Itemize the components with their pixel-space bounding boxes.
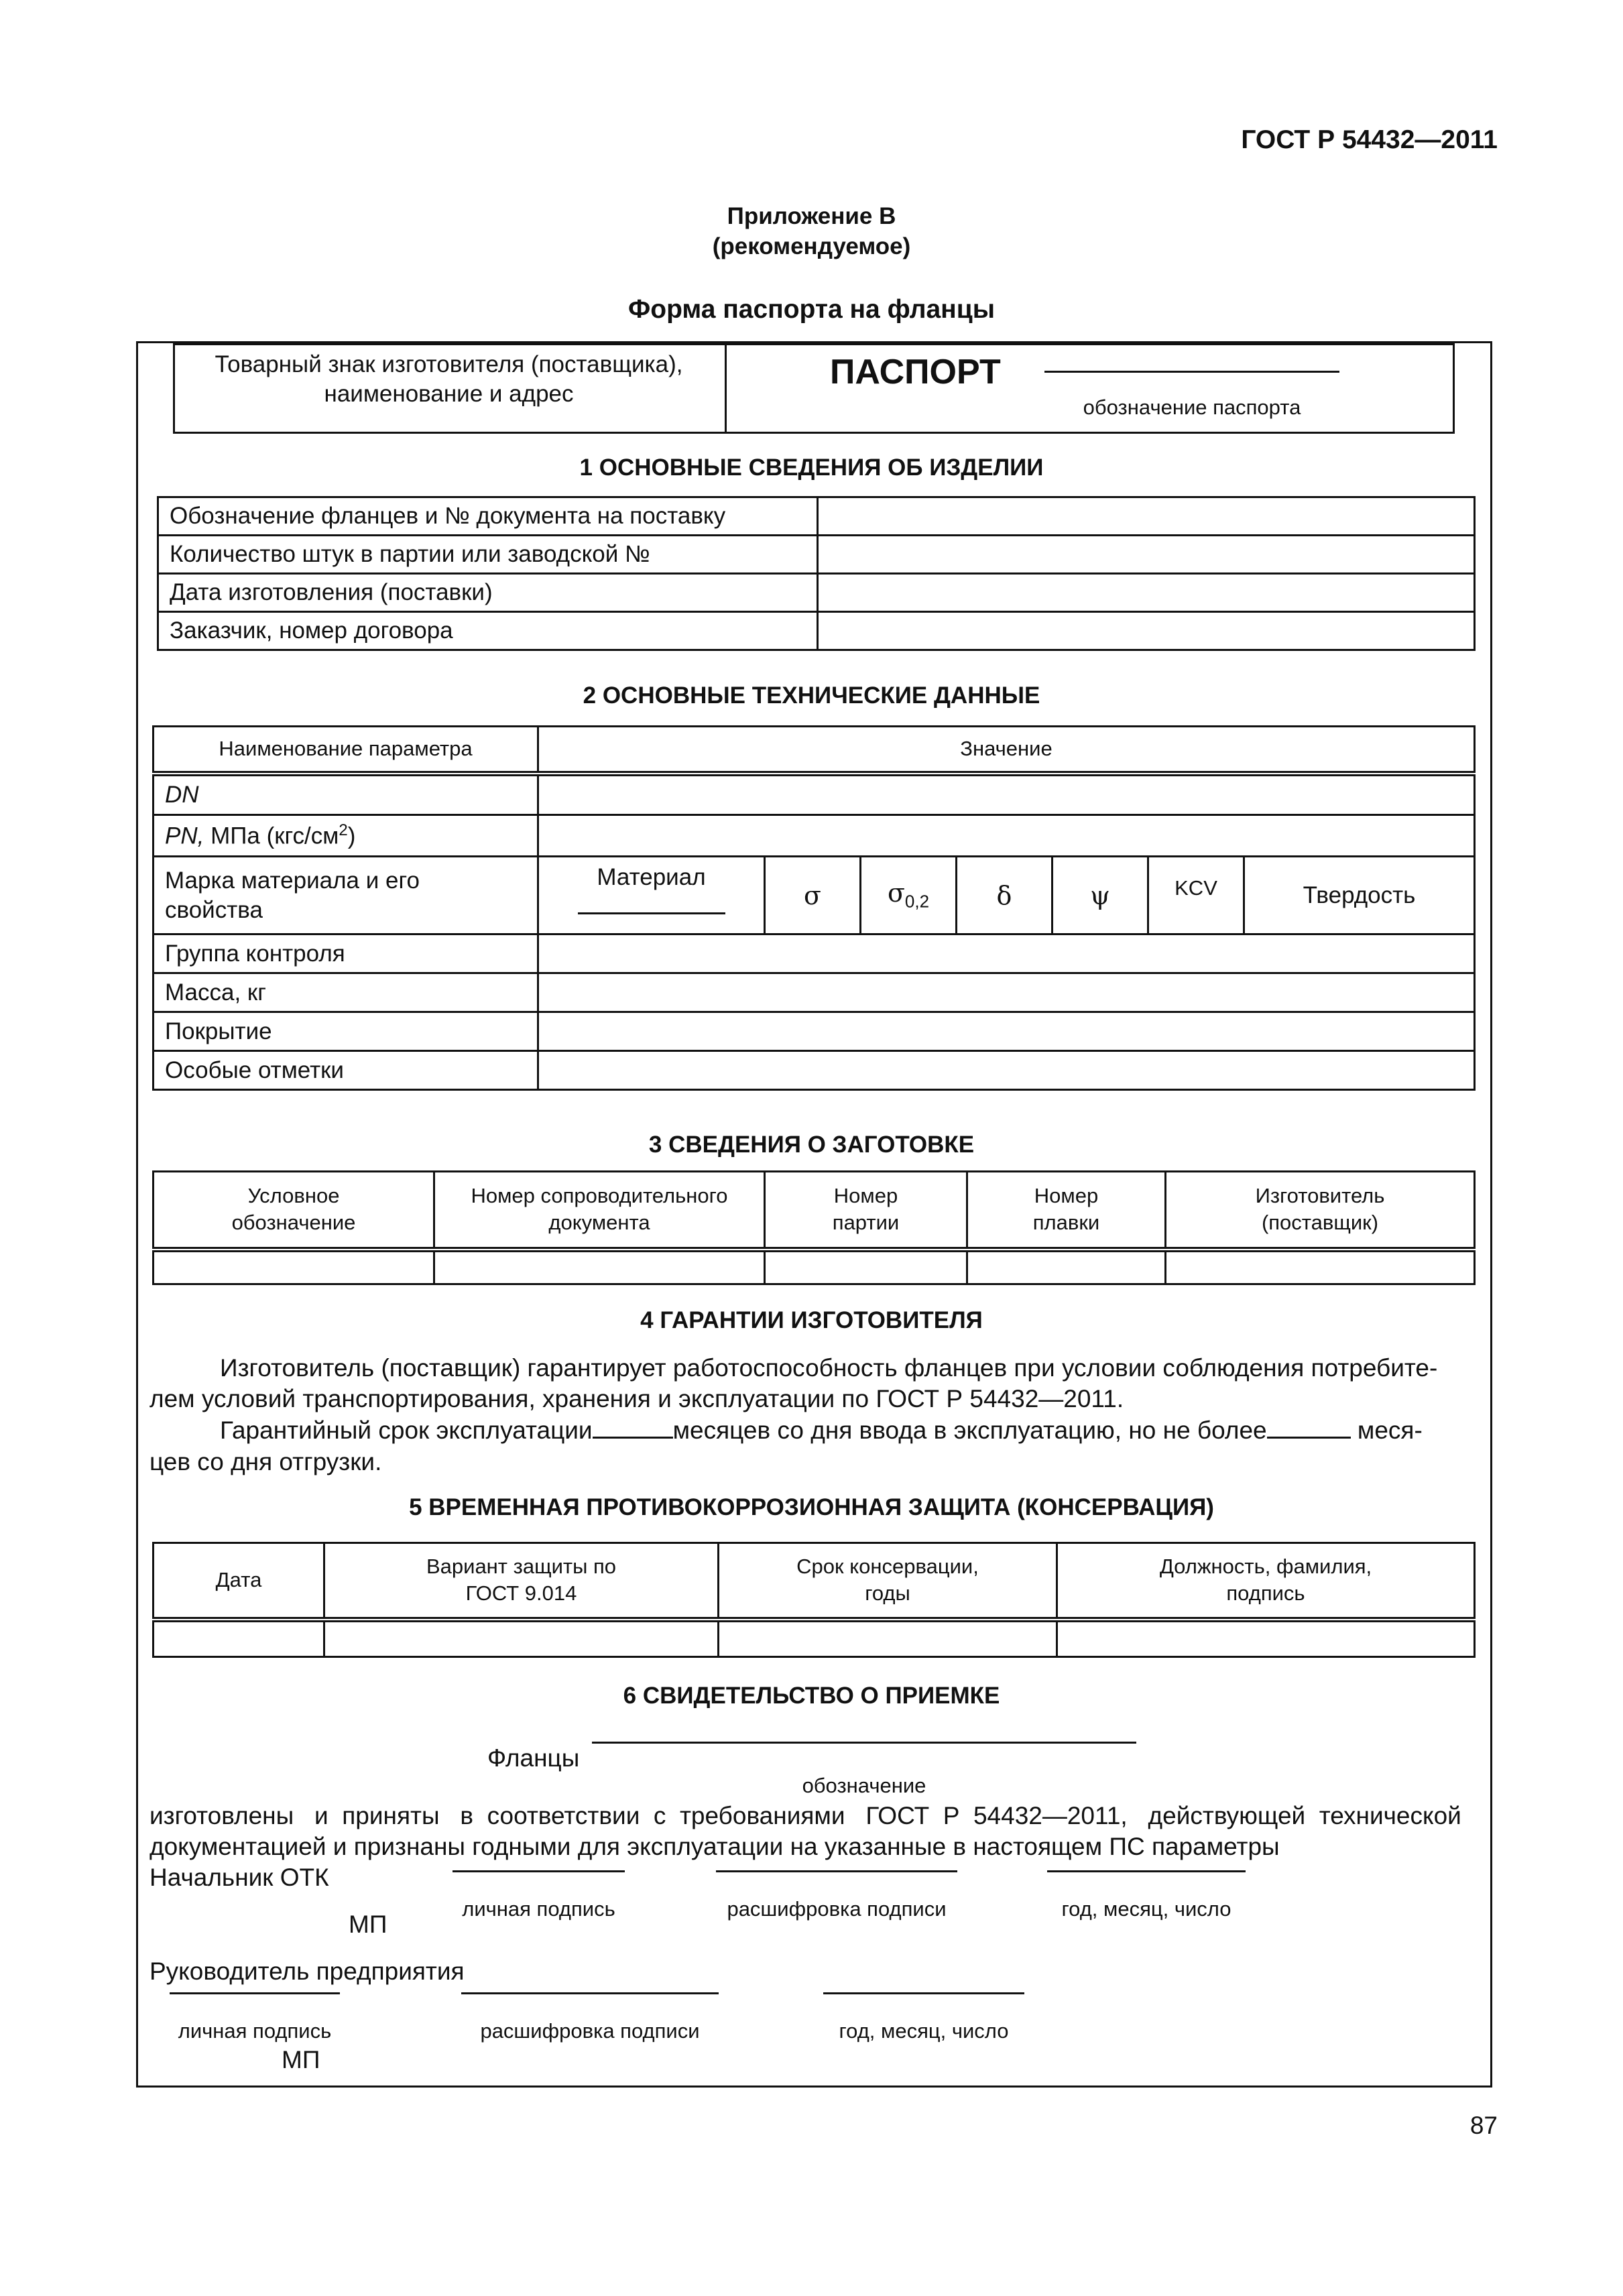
material-label: Материал bbox=[597, 864, 706, 890]
otk-decode-line[interactable] bbox=[716, 1870, 957, 1872]
otk-decode-caption: расшифровка подписи bbox=[727, 1897, 947, 1921]
s1-row-value[interactable] bbox=[818, 536, 1475, 574]
s3-col-l2: партии bbox=[832, 1211, 900, 1235]
s5-col bbox=[324, 1543, 719, 1620]
s2-col-param: Наименование параметра bbox=[154, 727, 538, 774]
s1-title: 1 ОСНОВНЫЕ СВЕДЕНИЯ ОБ ИЗДЕЛИИ bbox=[579, 455, 1044, 481]
s3-col-l2: плавки bbox=[1032, 1211, 1100, 1235]
s5-table bbox=[152, 1542, 1476, 1658]
delta-cell: δ bbox=[957, 857, 1053, 934]
s6-otk: Начальник ОТК bbox=[149, 1864, 329, 1891]
trademark-label bbox=[173, 350, 725, 409]
s4-p1-line2: лем условий транспортирования, хранения и эксплуатации по ГОСТ Р 54432—2011. bbox=[149, 1385, 1124, 1412]
hardness-cell: Твердость bbox=[1244, 857, 1475, 934]
trademark-line2: наименование и адрес bbox=[324, 381, 574, 407]
otk-sign-line[interactable] bbox=[453, 1870, 625, 1872]
top-box-divider bbox=[725, 343, 727, 434]
s3-cell[interactable] bbox=[434, 1250, 765, 1284]
s5-cell[interactable] bbox=[1057, 1620, 1475, 1657]
s2-row-value[interactable] bbox=[538, 1012, 1475, 1051]
passport-caption: обозначение паспорта bbox=[1083, 396, 1301, 419]
material-line bbox=[578, 895, 725, 914]
s4-p2 bbox=[220, 1416, 1423, 1445]
standard-number: ГОСТ Р 54432—2011 bbox=[1241, 125, 1498, 154]
otk-stamp: МП bbox=[349, 1911, 387, 1938]
s1-row-label: Количество штук в партии или заводской № bbox=[158, 536, 818, 574]
sigma02-sub: 0,2 bbox=[904, 891, 930, 912]
s5-col-l2: годы bbox=[865, 1581, 910, 1606]
s3-col bbox=[1166, 1172, 1475, 1250]
s5-col bbox=[154, 1543, 324, 1620]
pn-text: PN, bbox=[165, 823, 204, 849]
sigma02-cell bbox=[861, 857, 957, 934]
s2-row-value[interactable] bbox=[538, 973, 1475, 1012]
dn-text: DN bbox=[165, 781, 199, 808]
sigma02-text: σ bbox=[887, 878, 905, 908]
s6-flanges: Фланцы bbox=[487, 1744, 580, 1772]
s4-p2-b: месяцев со дня ввода в эксплуатацию, но не более bbox=[672, 1416, 1267, 1444]
s2-title: 2 ОСНОВНЫЕ ТЕХНИЧЕСКИЕ ДАННЫЕ bbox=[583, 682, 1040, 709]
s3-title: 3 СВЕДЕНИЯ О ЗАГОТОВКЕ bbox=[648, 1132, 975, 1158]
form-title: Форма паспорта на фланцы bbox=[627, 295, 996, 324]
s1-row-label: Заказчик, номер договора bbox=[158, 612, 818, 650]
otk-date-caption: год, месяц, число bbox=[1061, 1897, 1231, 1921]
s5-col-l2: ГОСТ 9.014 bbox=[465, 1581, 577, 1606]
warranty-max-field[interactable] bbox=[1267, 1416, 1351, 1439]
s3-col-l1: Изготовитель bbox=[1255, 1184, 1385, 1208]
s5-col-l1: Дата bbox=[215, 1568, 262, 1592]
otk-sign-caption: личная подпись bbox=[462, 1897, 615, 1921]
warranty-months-field[interactable] bbox=[593, 1416, 673, 1439]
pn-sup: 2 bbox=[339, 821, 348, 840]
s2-dn-label bbox=[154, 774, 538, 815]
s5-col bbox=[719, 1543, 1057, 1620]
s2-dn-value[interactable] bbox=[538, 774, 1475, 815]
s5-col-l1: Срок консервации, bbox=[796, 1555, 979, 1579]
s6-designation-line[interactable] bbox=[592, 1742, 1136, 1744]
pn-unit: МПа (кгс/см bbox=[204, 823, 339, 849]
s3-cell[interactable] bbox=[154, 1250, 434, 1284]
s1-row-label: Обозначение фланцев и № документа на поставку bbox=[158, 497, 818, 536]
s5-col-l1: Должность, фамилия, bbox=[1159, 1555, 1372, 1579]
dir-decode-line[interactable] bbox=[461, 1992, 719, 1994]
dir-decode-caption: расшифровка подписи bbox=[480, 2019, 700, 2043]
s5-cell[interactable] bbox=[719, 1620, 1057, 1657]
material-line1: Марка материала и его bbox=[165, 867, 420, 894]
s2-row-value[interactable] bbox=[538, 1051, 1475, 1090]
s3-col bbox=[154, 1172, 434, 1250]
s2-pn-value[interactable] bbox=[538, 815, 1475, 857]
s2-row-label: Масса, кг bbox=[154, 973, 538, 1012]
page-number: 87 bbox=[1469, 2112, 1498, 2139]
s3-col-l1: Номер сопроводительного bbox=[471, 1184, 728, 1208]
psi-cell: ψ bbox=[1053, 857, 1148, 934]
s1-row-label: Дата изготовления (поставки) bbox=[158, 574, 818, 612]
s5-title: 5 ВРЕМЕННАЯ ПРОТИВОКОРРОЗИОННАЯ ЗАЩИТА (КОНСЕРВАЦИЯ) bbox=[409, 1494, 1214, 1520]
dir-sign-caption: личная подпись bbox=[178, 2019, 332, 2043]
s3-col bbox=[434, 1172, 765, 1250]
s2-pn-label bbox=[154, 815, 538, 857]
otk-date-line[interactable] bbox=[1047, 1870, 1246, 1872]
s6-line1: изготовлены и приняты в соответствии с требованиями ГОСТ Р 54432—2011, действующей технической bbox=[149, 1802, 1461, 1829]
s3-col-l2: документа bbox=[548, 1211, 650, 1235]
dir-date-line[interactable] bbox=[823, 1992, 1024, 1994]
s4-p2-a: Гарантийный срок эксплуатации bbox=[220, 1416, 593, 1444]
s3-col-l1: Условное bbox=[247, 1184, 340, 1208]
sigma-cell: σ bbox=[765, 857, 861, 934]
s5-cell[interactable] bbox=[154, 1620, 324, 1657]
s2-row-label: Группа контроля bbox=[154, 934, 538, 973]
trademark-line1: Товарный знак изготовителя (поставщика), bbox=[215, 351, 683, 377]
s3-col bbox=[765, 1172, 967, 1250]
s4-p1-line1: Изготовитель (поставщик) гарантирует работоспособность фланцев при условии соблюдения потребите- bbox=[220, 1354, 1438, 1382]
s3-cell[interactable] bbox=[765, 1250, 967, 1284]
s3-col-l2: (поставщик) bbox=[1261, 1211, 1379, 1235]
s3-col bbox=[967, 1172, 1166, 1250]
pn-close: ) bbox=[347, 823, 356, 849]
s3-table bbox=[152, 1170, 1476, 1285]
s3-col-l1: Номер bbox=[1034, 1184, 1099, 1208]
material-line2: свойства bbox=[165, 896, 263, 923]
appendix-note: (рекомендуемое) bbox=[712, 233, 911, 259]
s1-row-value[interactable] bbox=[818, 574, 1475, 612]
s5-col-l1: Вариант защиты по bbox=[426, 1555, 617, 1579]
s3-col-l1: Номер bbox=[833, 1184, 898, 1208]
s5-col-l2: подпись bbox=[1226, 1581, 1305, 1606]
s2-material-label bbox=[154, 857, 538, 934]
appendix-title: Приложение В bbox=[727, 203, 896, 229]
s2-row-value[interactable] bbox=[538, 934, 1475, 973]
s6-director: Руководитель предприятия bbox=[149, 1957, 465, 1985]
s3-cell[interactable] bbox=[1166, 1250, 1475, 1284]
s4-p2-line2: цев со дня отгрузки. bbox=[149, 1448, 382, 1475]
s6-line2: документацией и признаны годными для эксплуатации на указанные в настоящем ПС параметры bbox=[149, 1833, 1280, 1860]
s2-row-label: Покрытие bbox=[154, 1012, 538, 1051]
dir-sign-line[interactable] bbox=[170, 1992, 340, 1994]
s2-table bbox=[152, 725, 1476, 1091]
s5-col bbox=[1057, 1543, 1475, 1620]
dir-stamp: МП bbox=[282, 2046, 320, 2073]
dir-date-caption: год, месяц, число bbox=[839, 2019, 1009, 2043]
s6-designation-caption: обозначение bbox=[802, 1774, 926, 1797]
s4-p2-c: меся- bbox=[1350, 1416, 1423, 1444]
passport-heading: ПАСПОРТ bbox=[830, 353, 1001, 391]
s3-col-l2: обозначение bbox=[231, 1211, 356, 1235]
s2-col-value: Значение bbox=[538, 727, 1475, 774]
s1-row-value[interactable] bbox=[818, 497, 1475, 536]
s1-table bbox=[157, 496, 1476, 651]
s4-title: 4 ГАРАНТИИ ИЗГОТОВИТЕЛЯ bbox=[640, 1307, 983, 1333]
s1-row-value[interactable] bbox=[818, 612, 1475, 650]
kcv-cell: KCV bbox=[1148, 857, 1244, 934]
s2-material-cell[interactable] bbox=[538, 857, 765, 934]
s6-title: 6 СВИДЕТЕЛЬСТВО О ПРИЕМКЕ bbox=[623, 1683, 1000, 1709]
s5-cell[interactable] bbox=[324, 1620, 719, 1657]
s2-row-label: Особые отметки bbox=[154, 1051, 538, 1090]
s3-cell[interactable] bbox=[967, 1250, 1166, 1284]
passport-number-line[interactable] bbox=[1044, 371, 1339, 373]
